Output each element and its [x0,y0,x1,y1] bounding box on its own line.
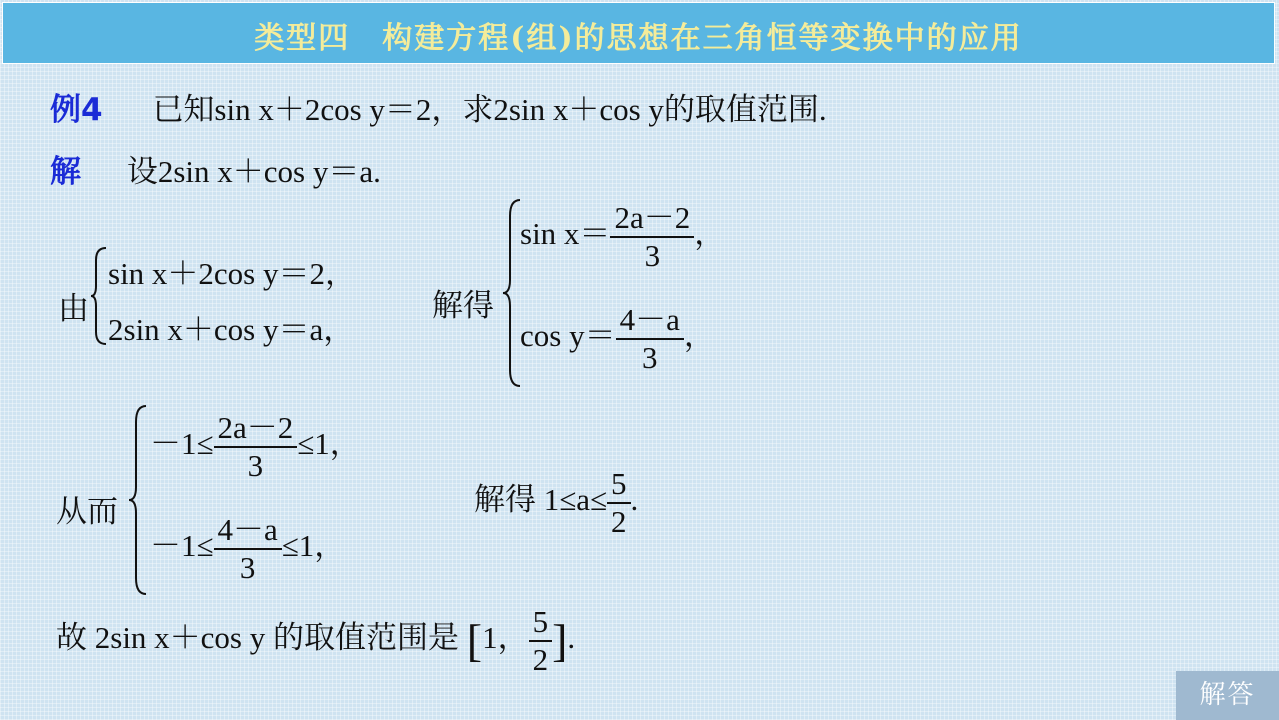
left-bracket-icon: [ [466,615,483,667]
result-numerator: 5 [611,466,627,501]
ineq1-left: －1≤ [150,425,214,461]
therefore-label: 从而 [56,494,118,530]
right-bracket-icon: ] [552,615,568,667]
title-banner [2,2,1275,64]
left-brace-icon [128,404,148,596]
result-tail: . [630,481,639,517]
sol2-fraction [616,302,684,375]
range-denominator: 2 [529,640,553,678]
sol1-left: sin x＝ [520,215,611,251]
ineq2-denominator: 3 [214,548,282,586]
ineq1-numerator: 2a－2 [217,410,294,445]
solution-sin-line [520,200,725,273]
sol1-fraction [610,200,694,273]
solution-cos-line [520,302,715,375]
solve-label: 解得 [432,288,494,324]
solution-setup: 设2sin x＋cos y＝a. [126,154,381,189]
ineq2-numerator: 4－a [217,512,278,547]
example-text: 已知sin x＋2cos y＝2，求2sin x＋cos y的取值范围. [152,92,827,127]
sol1-numerator: 2a－2 [614,200,691,235]
inequality-1 [150,410,361,483]
result-label: 解得 [474,481,536,517]
result-fraction [607,466,631,539]
sol2-left: cos y＝ [520,317,616,353]
ineq1-right: ≤1， [297,425,361,461]
conclusion-text: 故 2sin x＋cos y 的取值范围是 [56,619,459,655]
sol2-numerator: 4－a [619,302,680,337]
sol1-tail: ， [694,215,726,251]
range-left: 1， [482,619,529,655]
system-prefix: 由 [58,291,89,327]
example-line [50,84,827,129]
system-equation-1: sin x＋2cos y＝2， [108,256,356,291]
page-title: 类型四 构建方程(组)的思想在三角恒等变换中的应用 [254,21,1023,56]
result-line [474,466,638,539]
sol1-denominator: 3 [610,236,694,274]
sol2-tail: ， [683,317,715,353]
system-equation-2: 2sin x＋cos y＝a， [108,312,355,347]
answer-button[interactable]: 解答 [1176,671,1279,720]
solution-setup-line [50,146,381,191]
result-left: 1≤a≤ [543,481,608,517]
range-fraction [529,604,553,677]
result-denominator: 2 [607,502,631,540]
sol2-denominator: 3 [616,338,684,376]
example-label: 例4 [50,92,103,128]
ineq2-left: －1≤ [150,527,214,563]
conclusion-line [56,604,575,677]
left-brace-icon [502,198,522,388]
ineq1-fraction [214,410,298,483]
inequality-2 [150,512,345,585]
ineq1-denominator: 3 [214,446,298,484]
solution-label: 解 [50,154,81,190]
left-brace-icon [90,246,108,346]
range-numerator: 5 [532,604,549,639]
range-tail: . [567,619,576,655]
ineq2-fraction [214,512,282,585]
ineq2-right: ≤1， [281,527,346,563]
